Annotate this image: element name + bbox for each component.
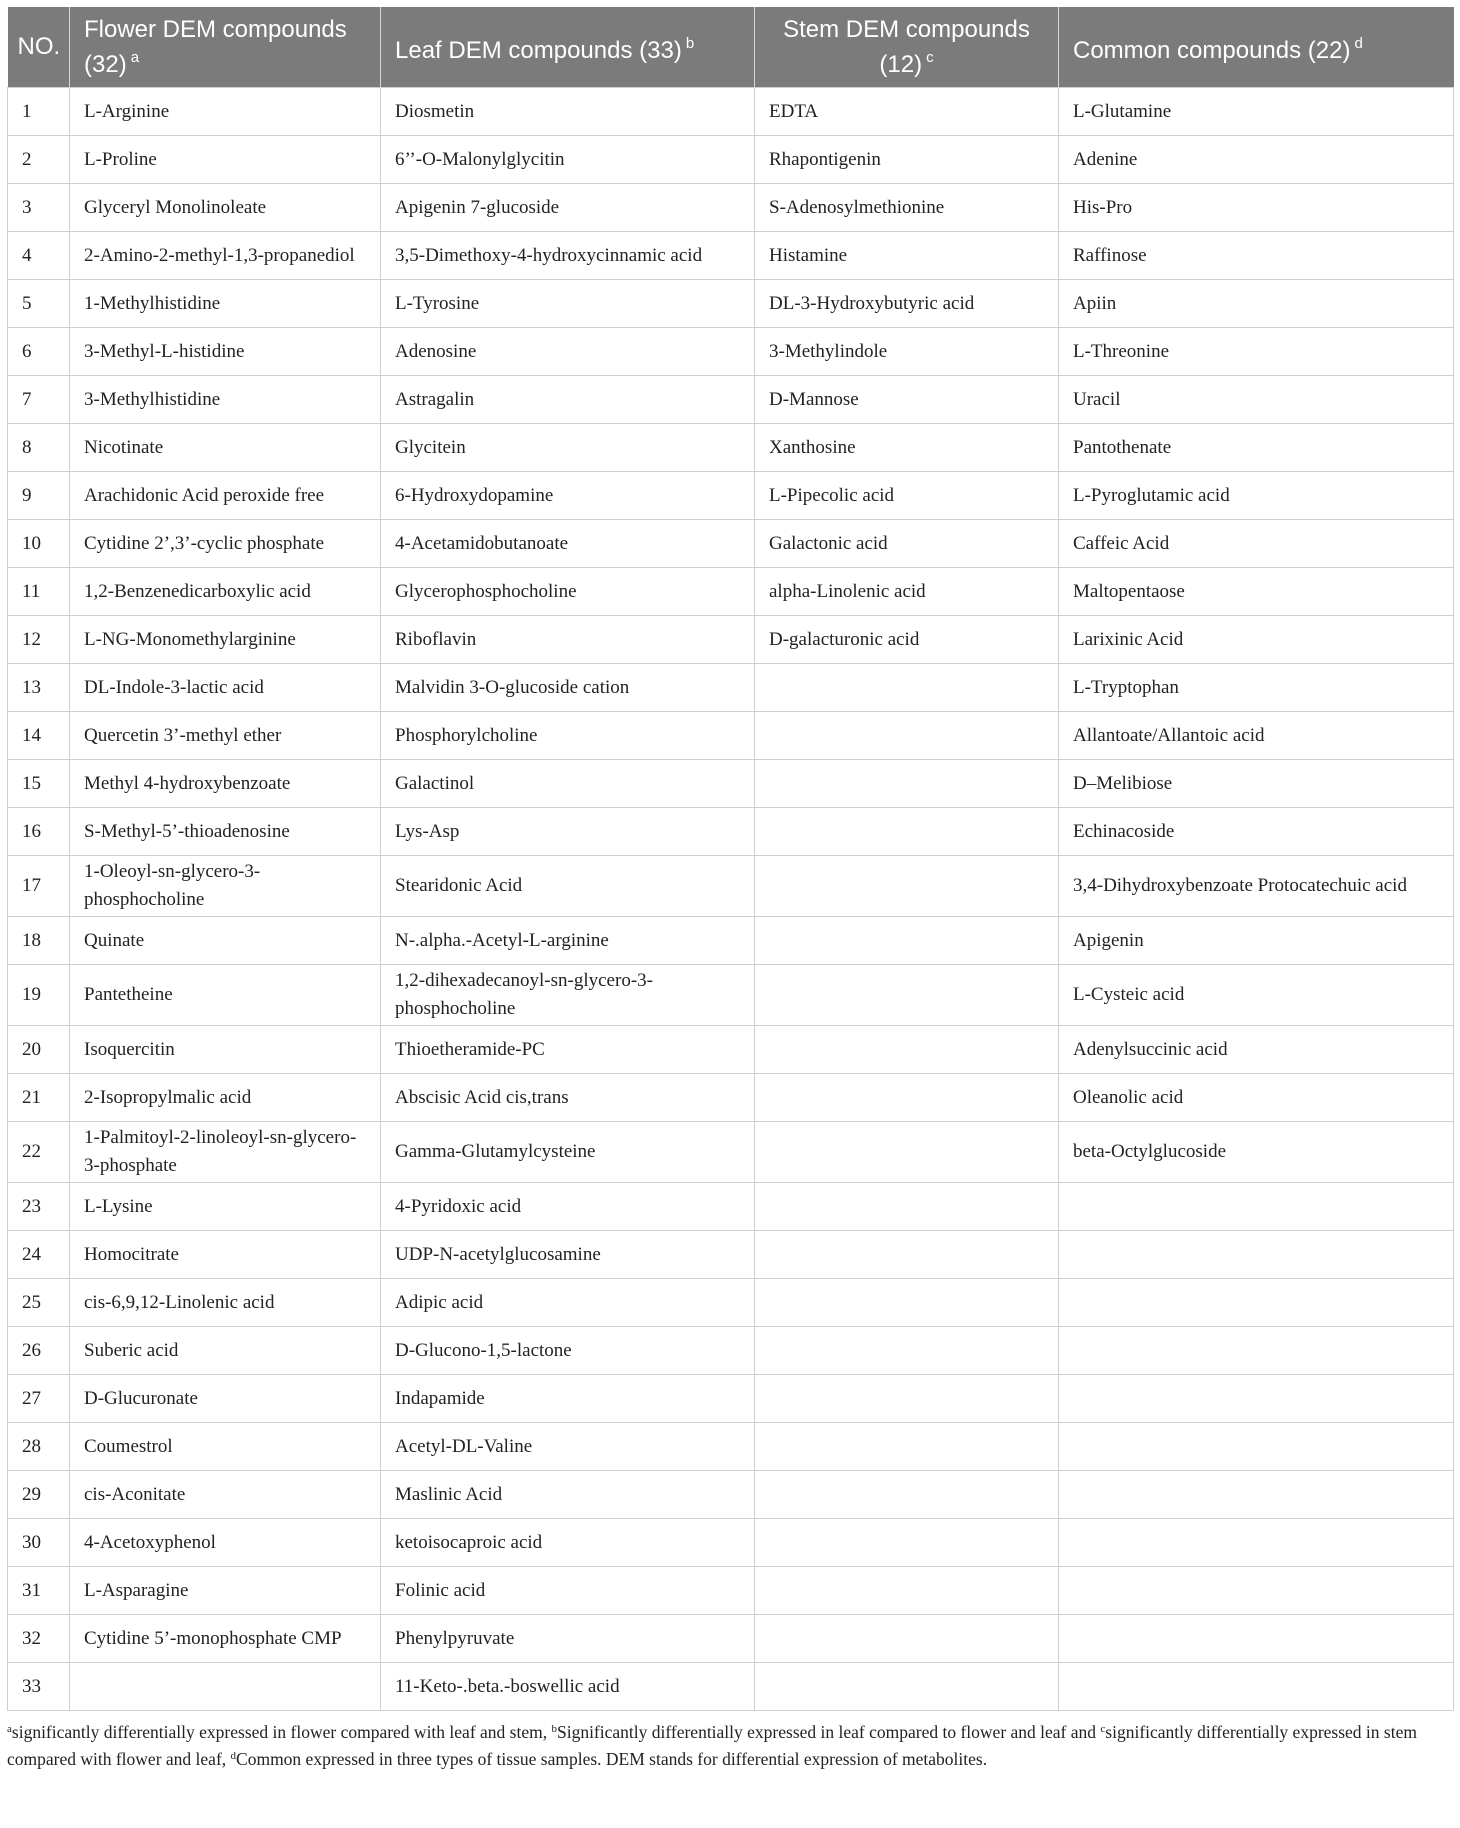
header-leaf: Leaf DEM compounds (33) $^b$ — [381, 7, 755, 88]
cell-flower: 1-Palmitoyl-2-linoleoyl-sn-glycero-3-phosphate — [70, 1122, 381, 1183]
table-row — [8, 136, 1454, 184]
cell-common — [1059, 1471, 1454, 1519]
cell-common: Apigenin — [1059, 917, 1454, 965]
cell-common — [1059, 1663, 1454, 1711]
cell-no: 22 — [8, 1122, 70, 1183]
cell-common: L-Cysteic acid — [1059, 965, 1454, 1026]
footnote-mark-a: a — [7, 1723, 12, 1735]
cell-stem — [755, 1567, 1059, 1615]
cell-common: Maltopentaose — [1059, 568, 1454, 616]
table-row — [8, 88, 1454, 136]
cell-no: 14 — [8, 712, 70, 760]
table-row — [8, 232, 1454, 280]
table-row — [8, 424, 1454, 472]
cell-common: L-Threonine — [1059, 328, 1454, 376]
table-row — [8, 568, 1454, 616]
cell-common — [1059, 1375, 1454, 1423]
cell-leaf: 6’’-O-Malonylglycitin — [381, 136, 755, 184]
cell-no: 33 — [8, 1663, 70, 1711]
footnote-a-text: significantly differentially expressed in flower compared with leaf and stem, — [11, 1722, 552, 1742]
cell-no: 5 — [8, 280, 70, 328]
cell-leaf: Acetyl-DL-Valine — [381, 1423, 755, 1471]
cell-flower: Methyl 4-hydroxybenzoate — [70, 760, 381, 808]
cell-no: 31 — [8, 1567, 70, 1615]
cell-no: 26 — [8, 1327, 70, 1375]
cell-stem — [755, 856, 1059, 917]
cell-stem — [755, 1423, 1059, 1471]
cell-flower — [70, 1663, 381, 1711]
table-row — [8, 760, 1454, 808]
cell-flower: Glyceryl Monolinoleate — [70, 184, 381, 232]
cell-leaf: Gamma-Glutamylcysteine — [381, 1122, 755, 1183]
cell-leaf: Diosmetin — [381, 88, 755, 136]
footnote-mark-b: b — [551, 1723, 557, 1735]
table-row — [8, 856, 1454, 917]
cell-flower: L-Arginine — [70, 88, 381, 136]
cell-common — [1059, 1567, 1454, 1615]
cell-leaf: Phenylpyruvate — [381, 1615, 755, 1663]
cell-common: Adenylsuccinic acid — [1059, 1026, 1454, 1074]
cell-no: 21 — [8, 1074, 70, 1122]
cell-flower: Homocitrate — [70, 1231, 381, 1279]
cell-common — [1059, 1183, 1454, 1231]
cell-stem: S-Adenosylmethionine — [755, 184, 1059, 232]
cell-common — [1059, 1519, 1454, 1567]
table-row — [8, 1567, 1454, 1615]
cell-common: beta-Octylglucoside — [1059, 1122, 1454, 1183]
cell-flower: L-Lysine — [70, 1183, 381, 1231]
cell-flower: L-Proline — [70, 136, 381, 184]
cell-no: 19 — [8, 965, 70, 1026]
cell-common: Oleanolic acid — [1059, 1074, 1454, 1122]
table-row — [8, 616, 1454, 664]
cell-stem — [755, 1026, 1059, 1074]
cell-flower: Cytidine 2’,3’-cyclic phosphate — [70, 520, 381, 568]
cell-flower: Nicotinate — [70, 424, 381, 472]
cell-stem — [755, 1279, 1059, 1327]
cell-common: Larixinic Acid — [1059, 616, 1454, 664]
table-body — [8, 88, 1454, 1711]
cell-no: 3 — [8, 184, 70, 232]
cell-flower: DL-Indole-3-lactic acid — [70, 664, 381, 712]
cell-flower: Pantetheine — [70, 965, 381, 1026]
cell-leaf: Abscisic Acid cis,trans — [381, 1074, 755, 1122]
cell-common: L-Pyroglutamic acid — [1059, 472, 1454, 520]
cell-stem: L-Pipecolic acid — [755, 472, 1059, 520]
cell-leaf: Malvidin 3-O-glucoside cation — [381, 664, 755, 712]
cell-no: 4 — [8, 232, 70, 280]
table-row — [8, 965, 1454, 1026]
cell-stem — [755, 1231, 1059, 1279]
header-common: Common compounds (22) $^d$ — [1059, 7, 1454, 88]
table-row — [8, 712, 1454, 760]
cell-no: 27 — [8, 1375, 70, 1423]
cell-flower: Arachidonic Acid peroxide free — [70, 472, 381, 520]
table-container — [7, 7, 1453, 1771]
header-no: NO. — [8, 7, 70, 88]
cell-leaf: 6-Hydroxydopamine — [381, 472, 755, 520]
cell-common: Raffinose — [1059, 232, 1454, 280]
cell-flower: Quercetin 3’-methyl ether — [70, 712, 381, 760]
cell-leaf: D-Glucono-1,5-lactone — [381, 1327, 755, 1375]
cell-no: 12 — [8, 616, 70, 664]
cell-leaf: Glycitein — [381, 424, 755, 472]
cell-stem: Galactonic acid — [755, 520, 1059, 568]
cell-no: 11 — [8, 568, 70, 616]
table-row — [8, 1183, 1454, 1231]
cell-no: 13 — [8, 664, 70, 712]
cell-common — [1059, 1279, 1454, 1327]
cell-common — [1059, 1231, 1454, 1279]
cell-flower: 3-Methyl-L-histidine — [70, 328, 381, 376]
table-row — [8, 808, 1454, 856]
cell-leaf: Maslinic Acid — [381, 1471, 755, 1519]
cell-leaf: Adenosine — [381, 328, 755, 376]
cell-flower: Suberic acid — [70, 1327, 381, 1375]
cell-common: Adenine — [1059, 136, 1454, 184]
cell-stem: DL-3-Hydroxybutyric acid — [755, 280, 1059, 328]
cell-stem — [755, 1615, 1059, 1663]
cell-leaf: Phosphorylcholine — [381, 712, 755, 760]
cell-flower: Cytidine 5’-monophosphate CMP — [70, 1615, 381, 1663]
cell-no: 29 — [8, 1471, 70, 1519]
cell-common: Caffeic Acid — [1059, 520, 1454, 568]
footnote-b-text: Significantly differentially expressed in leaf compared to flower and leaf and — [556, 1722, 1101, 1742]
table-row — [8, 1279, 1454, 1327]
footnote-mark-c: c — [1100, 1723, 1106, 1735]
cell-leaf: Stearidonic Acid — [381, 856, 755, 917]
cell-common: Uracil — [1059, 376, 1454, 424]
cell-common: Apiin — [1059, 280, 1454, 328]
table-row — [8, 664, 1454, 712]
cell-stem — [755, 712, 1059, 760]
table-row — [8, 472, 1454, 520]
cell-common — [1059, 1423, 1454, 1471]
table-row — [8, 917, 1454, 965]
cell-leaf: Lys-Asp — [381, 808, 755, 856]
cell-stem — [755, 965, 1059, 1026]
table-row — [8, 1519, 1454, 1567]
table-row — [8, 1074, 1454, 1122]
cell-leaf: Apigenin 7-glucoside — [381, 184, 755, 232]
cell-flower: cis-6,9,12-Linolenic acid — [70, 1279, 381, 1327]
table-footnote — [7, 1717, 1453, 1771]
cell-stem — [755, 1663, 1059, 1711]
header-flower-footnote-mark: a — [130, 48, 140, 66]
cell-common: L-Glutamine — [1059, 88, 1454, 136]
cell-no: 8 — [8, 424, 70, 472]
cell-no: 10 — [8, 520, 70, 568]
cell-flower: Quinate — [70, 917, 381, 965]
cell-leaf: Riboflavin — [381, 616, 755, 664]
header-stem: Stem DEM compounds (12) $^c$ — [755, 7, 1059, 88]
table-row — [8, 1375, 1454, 1423]
cell-leaf: Adipic acid — [381, 1279, 755, 1327]
cell-stem: Xanthosine — [755, 424, 1059, 472]
cell-no: 18 — [8, 917, 70, 965]
footnote-d-text: Common expressed in three types of tissue samples. DEM stands for differential expression of metabolites. — [236, 1749, 988, 1769]
header-flower: Flower DEM compounds (32) $^a$ — [70, 7, 381, 88]
cell-no: 7 — [8, 376, 70, 424]
cell-leaf: Folinic acid — [381, 1567, 755, 1615]
cell-common: Allantoate/Allantoic acid — [1059, 712, 1454, 760]
table-row — [8, 1663, 1454, 1711]
cell-leaf: 4-Acetamidobutanoate — [381, 520, 755, 568]
cell-no: 24 — [8, 1231, 70, 1279]
cell-no: 30 — [8, 1519, 70, 1567]
table-row — [8, 328, 1454, 376]
cell-leaf: N-.alpha.-Acetyl-L-arginine — [381, 917, 755, 965]
cell-no: 20 — [8, 1026, 70, 1074]
cell-leaf: Galactinol — [381, 760, 755, 808]
header-row — [8, 7, 1454, 88]
table-row — [8, 1615, 1454, 1663]
cell-stem: D-galacturonic acid — [755, 616, 1059, 664]
cell-no: 25 — [8, 1279, 70, 1327]
cell-no: 28 — [8, 1423, 70, 1471]
cell-stem — [755, 1327, 1059, 1375]
table-row — [8, 1026, 1454, 1074]
cell-flower: 2-Amino-2-methyl-1,3-propanediol — [70, 232, 381, 280]
cell-stem — [755, 1074, 1059, 1122]
cell-common: D–Melibiose — [1059, 760, 1454, 808]
cell-leaf: L-Tyrosine — [381, 280, 755, 328]
cell-flower: S-Methyl-5’-thioadenosine — [70, 808, 381, 856]
footnote-mark-d: d — [230, 1750, 237, 1762]
cell-stem: D-Mannose — [755, 376, 1059, 424]
cell-flower: 2-Isopropylmalic acid — [70, 1074, 381, 1122]
cell-no: 32 — [8, 1615, 70, 1663]
table-row — [8, 376, 1454, 424]
cell-common: 3,4-Dihydroxybenzoate Protocatechuic acid — [1059, 856, 1454, 917]
header-leaf-footnote-mark: b — [685, 34, 695, 52]
cell-leaf: 4-Pyridoxic acid — [381, 1183, 755, 1231]
cell-flower: L-NG-Monomethylarginine — [70, 616, 381, 664]
cell-leaf: 1,2-dihexadecanoyl-sn-glycero-3-phosphocholine — [381, 965, 755, 1026]
cell-flower: L-Asparagine — [70, 1567, 381, 1615]
table-row — [8, 184, 1454, 232]
cell-no: 15 — [8, 760, 70, 808]
cell-stem: Histamine — [755, 232, 1059, 280]
table-row — [8, 520, 1454, 568]
dem-compounds-table — [7, 7, 1454, 1711]
cell-common: Pantothenate — [1059, 424, 1454, 472]
cell-flower: D-Glucuronate — [70, 1375, 381, 1423]
table-row — [8, 1231, 1454, 1279]
cell-flower: Coumestrol — [70, 1423, 381, 1471]
cell-no: 16 — [8, 808, 70, 856]
cell-common — [1059, 1615, 1454, 1663]
cell-stem: EDTA — [755, 88, 1059, 136]
cell-leaf: 3,5-Dimethoxy-4-hydroxycinnamic acid — [381, 232, 755, 280]
cell-stem — [755, 1519, 1059, 1567]
cell-leaf: Glycerophosphocholine — [381, 568, 755, 616]
cell-stem — [755, 1375, 1059, 1423]
cell-leaf: ketoisocaproic acid — [381, 1519, 755, 1567]
cell-leaf: Indapamide — [381, 1375, 755, 1423]
cell-leaf: Astragalin — [381, 376, 755, 424]
cell-common: L-Tryptophan — [1059, 664, 1454, 712]
cell-stem: 3-Methylindole — [755, 328, 1059, 376]
cell-common: His-Pro — [1059, 184, 1454, 232]
footnote-c-text: significantly differentially expressed in stem compared with flower and leaf, — [7, 1722, 1417, 1769]
cell-no: 1 — [8, 88, 70, 136]
cell-stem — [755, 664, 1059, 712]
table-row — [8, 1327, 1454, 1375]
header-stem-footnote-mark: c — [926, 48, 934, 66]
cell-leaf: UDP-N-acetylglucosamine — [381, 1231, 755, 1279]
cell-stem — [755, 808, 1059, 856]
cell-no: 23 — [8, 1183, 70, 1231]
cell-flower: Isoquercitin — [70, 1026, 381, 1074]
cell-stem — [755, 760, 1059, 808]
cell-flower: 3-Methylhistidine — [70, 376, 381, 424]
cell-stem — [755, 1471, 1059, 1519]
cell-leaf: Thioetheramide-PC — [381, 1026, 755, 1074]
cell-stem — [755, 917, 1059, 965]
table-row — [8, 1122, 1454, 1183]
cell-stem: alpha-Linolenic acid — [755, 568, 1059, 616]
table-row — [8, 280, 1454, 328]
cell-stem: Rhapontigenin — [755, 136, 1059, 184]
table-row — [8, 1471, 1454, 1519]
cell-no: 9 — [8, 472, 70, 520]
cell-flower: 1,2-Benzenedicarboxylic acid — [70, 568, 381, 616]
cell-no: 6 — [8, 328, 70, 376]
cell-flower: cis-Aconitate — [70, 1471, 381, 1519]
cell-common — [1059, 1327, 1454, 1375]
cell-leaf: 11-Keto-.beta.-boswellic acid — [381, 1663, 755, 1711]
cell-no: 17 — [8, 856, 70, 917]
cell-stem — [755, 1183, 1059, 1231]
cell-flower: 1-Methylhistidine — [70, 280, 381, 328]
cell-flower: 4-Acetoxyphenol — [70, 1519, 381, 1567]
table-row — [8, 1423, 1454, 1471]
cell-common: Echinacoside — [1059, 808, 1454, 856]
cell-flower: 1-Oleoyl-sn-glycero-3-phosphocholine — [70, 856, 381, 917]
header-common-footnote-mark: d — [1354, 34, 1363, 52]
cell-stem — [755, 1122, 1059, 1183]
cell-no: 2 — [8, 136, 70, 184]
